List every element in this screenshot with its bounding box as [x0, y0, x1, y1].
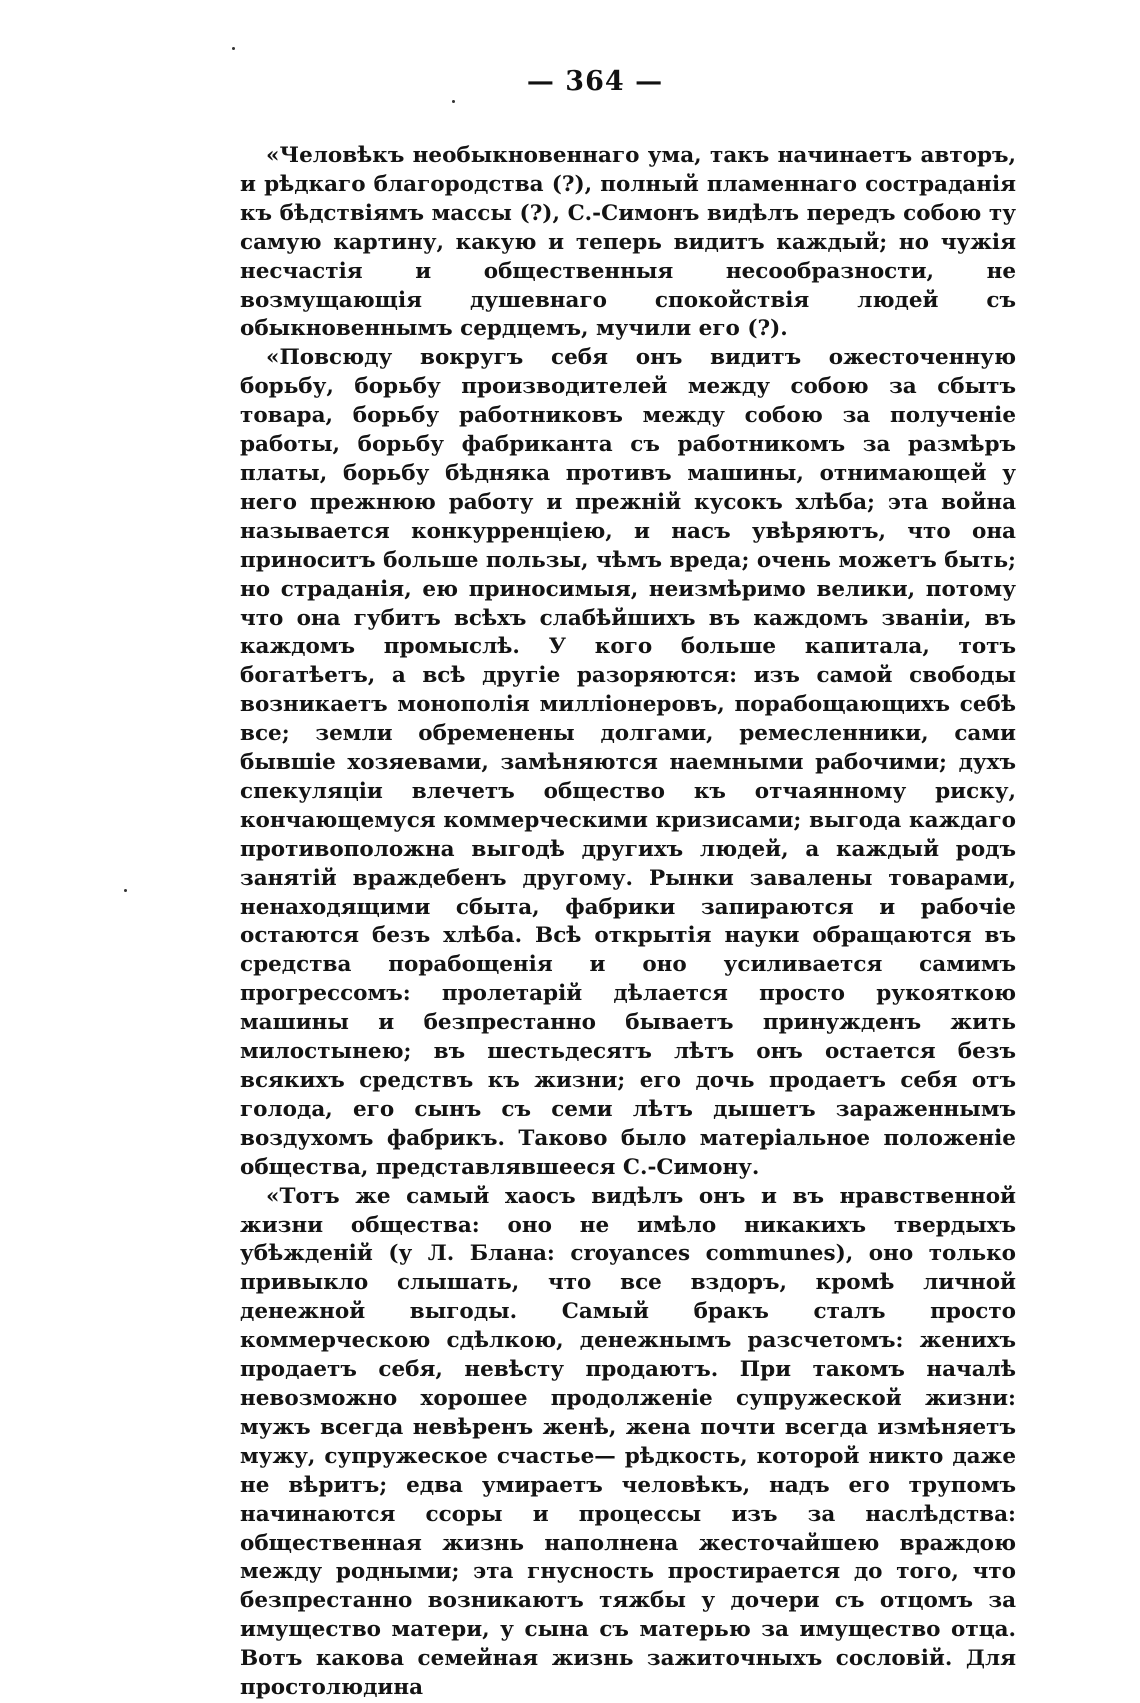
body-text: [240, 142, 1016, 1703]
paragraph-3: «Тотъ же самый хаосъ видѣлъ онъ и въ нравственной жизни общества: оно не имѣло никакихъ твердыхъ убѣжденій (у Л. Блана: croyances communes), оно только привыкло слышать, что все вздоръ, кромѣ личной денежной выгоды. Самый бракъ сталъ просто коммерческою сдѣлкою, денежнымъ разсчетомъ: женихъ продаетъ себя, невѣсту продаютъ. При такомъ началѣ невозможно хорошее продолженіе супружеской жизни: мужъ всегда невѣренъ женѣ, жена почти всегда измѣняетъ мужу, супружеское счастье— рѣдкость, которой никто даже не вѣритъ; едва умираетъ человѣкъ, надъ его трупомъ начинаются ссоры и процессы изъ за наслѣдства: общественная жизнь наполнена жесточайшею враждою между родными; эта гнусность простирается до того, что безпрестанно возникаютъ тяжбы у дочери съ отцомъ за имущество матери, у сына съ матерью за имущество отца. Вотъ какова семейная жизнь зажиточныхъ сословій. Для простолюдина: [240, 1183, 1016, 1701]
page-number: — 364 —: [526, 66, 664, 97]
scan-speck: [452, 100, 455, 103]
scan-speck: [124, 889, 127, 892]
paragraph-1: «Человѣкъ необыкновеннаго ума, такъ начинаетъ авторъ, и рѣдкаго благородства (?), полный пламеннаго состраданія къ бѣдствіямъ массы (?), С.-Симонъ видѣлъ передъ собою ту самую картину, какую и теперь видитъ каждый; но чужія несчастія и общественныя несообразности, не возмущающія душевнаго спокойствія людей съ обыкновеннымъ сердцемъ, мучили его (?).: [240, 143, 1016, 342]
paragraph-2: «Повсюду вокругъ себя онъ видитъ ожесточенную борьбу, борьбу производителей между собою за сбытъ товара, борьбу работниковъ между собою за полученіе работы, борьбу фабриканта съ работникомъ за размѣръ платы, борьбу бѣдняка противъ машины, отнимающей у него прежнюю работу и прежній кусокъ хлѣба; эта война называется конкурренціею, и насъ увѣряютъ, что она приноситъ больше пользы, чѣмъ вреда; очень можетъ быть; но страданія, ею приносимыя, неизмѣримо велики, потому что она губитъ всѣхъ слабѣйшихъ въ каждомъ званіи, въ каждомъ промыслѣ. У кого больше капитала, тотъ богатѣетъ, а всѣ другіе разоряются: изъ самой свободы возникаетъ монополія милліонеровъ, порабощающихъ себѣ все; земли обременены долгами, ремесленники, сами бывшіе хозяевами, замѣняются наемными рабочими; духъ спекуляціи влечетъ общество къ отчаянному риску, кончающемуся коммерческими кризисами; выгода каждаго противоположна выгодѣ другихъ людей, а каждый родъ занятій враждебенъ другому. Рынки завалены товарами, ненаходящими сбыта, фабрики запираются и рабочіе остаются безъ хлѣба. Всѣ открытія науки обращаются въ средства порабощенія и оно усиливается самимъ прогрессомъ: пролетарій дѣлается просто рукояткою машины и безпрестанно бываетъ принужденъ жить милостынею; въ шестьдесятъ лѣтъ онъ остается безъ всякихъ средствъ къ жизни; его дочь продаетъ себя отъ голода, его сынъ съ семи лѣтъ дышетъ зараженнымъ воздухомъ фабрикъ. Таково было матеріальное положеніе общества, представлявшееся С.-Симону.: [240, 345, 1016, 1180]
scan-speck: [232, 47, 235, 50]
